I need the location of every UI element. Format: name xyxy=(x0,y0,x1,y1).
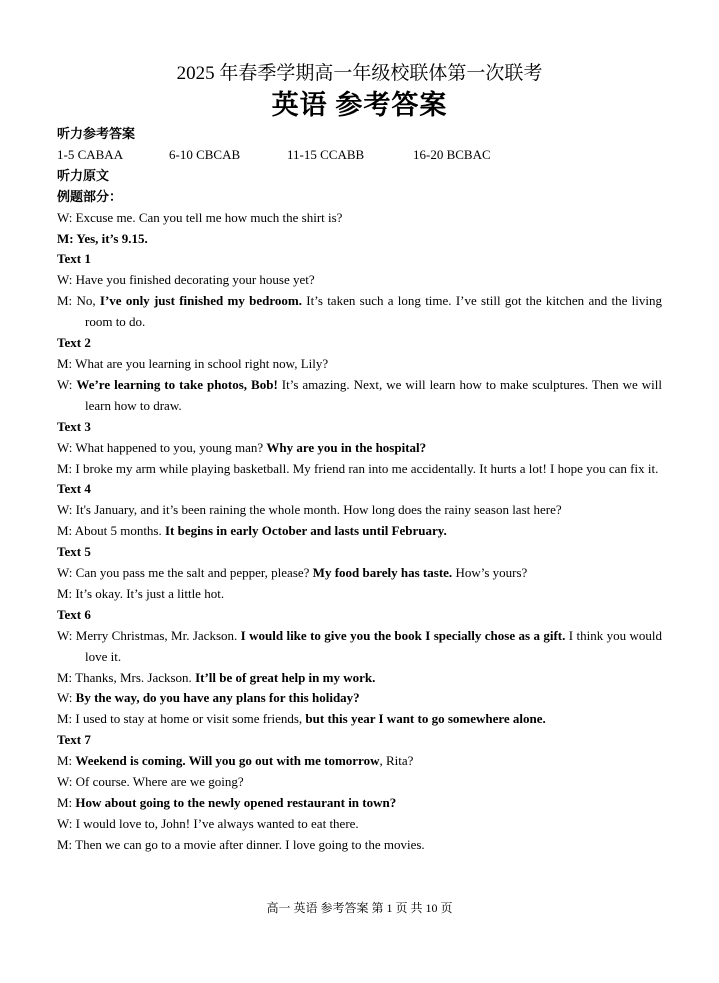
answer-highlight: but this year I want to go somewhere alone. xyxy=(305,711,546,727)
speaker-text: M: I used to stay at home or visit some friends, xyxy=(57,711,306,727)
dialogue-line xyxy=(57,668,662,689)
text-label: Text 6 xyxy=(57,606,91,622)
dialogue-line: M: Yes, it’s 9.15. xyxy=(57,230,148,246)
page-footer: 高一 英语 参考答案 第 1 页 共 10 页 xyxy=(266,901,453,915)
transcript-heading: 听力原文 xyxy=(57,167,110,183)
dialogue-line: M: I broke my arm while playing basketball. My friend ran into me accidentally. It hurts a lot! I hope you can fix it. xyxy=(57,460,659,476)
listening-answers-heading: 听力参考答案 xyxy=(57,126,136,141)
speaker-text: W: Can you pass me the salt and pepper, please? xyxy=(57,565,313,581)
dialogue-line xyxy=(57,709,662,730)
dialogue-line xyxy=(57,751,662,772)
answer-highlight: It begins in early October and lasts until February. xyxy=(165,523,447,539)
exam-title: 2025 年春季学期高一年级校联体第一次联考 xyxy=(176,63,543,84)
speaker-text: It’s taken such a long time. I’ve still got the kitchen and the living room to do. xyxy=(85,293,663,330)
speaker-text: M: xyxy=(57,753,76,769)
answer-highlight: My food barely has taste. xyxy=(312,565,453,581)
dialogue-line xyxy=(57,626,662,668)
speaker-text: How’s yours? xyxy=(452,565,528,581)
speaker-text: W: What happened to you, young man? xyxy=(57,439,267,455)
text-label: Text 1 xyxy=(57,251,91,267)
text-label: Text 2 xyxy=(57,335,91,351)
dialogue-line: M: What are you learning in school right now, Lily? xyxy=(57,355,329,371)
speaker-text: W: xyxy=(57,376,77,392)
dialogue-line: M: Then we can go to a movie after dinner. I love going to the movies. xyxy=(57,836,425,852)
speaker-text: I think you would love it. xyxy=(85,627,662,664)
dialogue-line xyxy=(57,563,662,584)
dialogue-line: W: It's January, and it’s been raining the whole month. How long does the rainy season last here? xyxy=(57,502,562,518)
example-heading: 例题部分： xyxy=(57,188,123,204)
dialogue-line xyxy=(57,793,662,814)
answers-row xyxy=(57,145,662,166)
dialogue-line xyxy=(57,291,662,333)
answer-group: 11-15 CCABB xyxy=(287,146,365,162)
dialogue-line xyxy=(57,521,662,542)
text-label: Text 3 xyxy=(57,418,91,434)
speaker-text: W: xyxy=(57,690,76,706)
answer-highlight: By the way, do you have any plans for this holiday? xyxy=(75,690,360,706)
answer-highlight: We’re learning to take photos, Bob! xyxy=(76,376,278,392)
speaker-text: It’s amazing. Next, we will learn how to make sculptures. Then we will learn how to draw. xyxy=(85,376,663,413)
text-label: Text 7 xyxy=(57,732,91,748)
speaker-text: M: No, xyxy=(57,293,100,309)
dialogue-line: W: Excuse me. Can you tell me how much the shirt is? xyxy=(57,209,343,225)
speaker-text: M: About 5 months. xyxy=(57,523,165,539)
dialogue-line: M: It’s okay. It’s just a little hot. xyxy=(57,585,225,601)
dialogue-line: W: I would love to, John! I’ve always wanted to eat there. xyxy=(57,815,359,831)
text-label: Text 5 xyxy=(57,544,91,560)
answer-highlight: Why are you in the hospital? xyxy=(266,439,427,455)
dialogue-line: W: Of course. Where are we going? xyxy=(57,774,244,790)
speaker-text: M: Thanks, Mrs. Jackson. xyxy=(57,669,196,685)
answer-group: 16-20 BCBAC xyxy=(413,146,491,162)
answer-group: 1-5 CABAA xyxy=(57,146,124,162)
answer-group: 6-10 CBCAB xyxy=(169,146,241,162)
document-title: 英语 参考答案 xyxy=(271,90,448,120)
dialogue-line xyxy=(57,688,662,709)
answer-highlight: I’ve only just finished my bedroom. xyxy=(99,293,303,309)
document-body xyxy=(57,124,662,856)
answer-highlight: Weekend is coming. Will you go out with me tomorrow xyxy=(75,753,380,769)
dialogue-line xyxy=(57,438,662,459)
dialogue-line xyxy=(57,375,662,417)
speaker-text: W: Merry Christmas, Mr. Jackson. xyxy=(57,627,241,643)
answer-highlight: How about going to the newly opened restaurant in town? xyxy=(75,795,397,810)
answer-highlight: I would like to give you the book I specially chose as a gift. xyxy=(240,627,566,643)
speaker-text: , Rita? xyxy=(379,753,414,769)
speaker-text: M: xyxy=(57,795,76,810)
dialogue-line: W: Have you finished decorating your house yet? xyxy=(57,272,315,288)
text-label: Text 4 xyxy=(57,481,91,497)
answer-highlight: It’ll be of great help in my work. xyxy=(195,669,376,685)
